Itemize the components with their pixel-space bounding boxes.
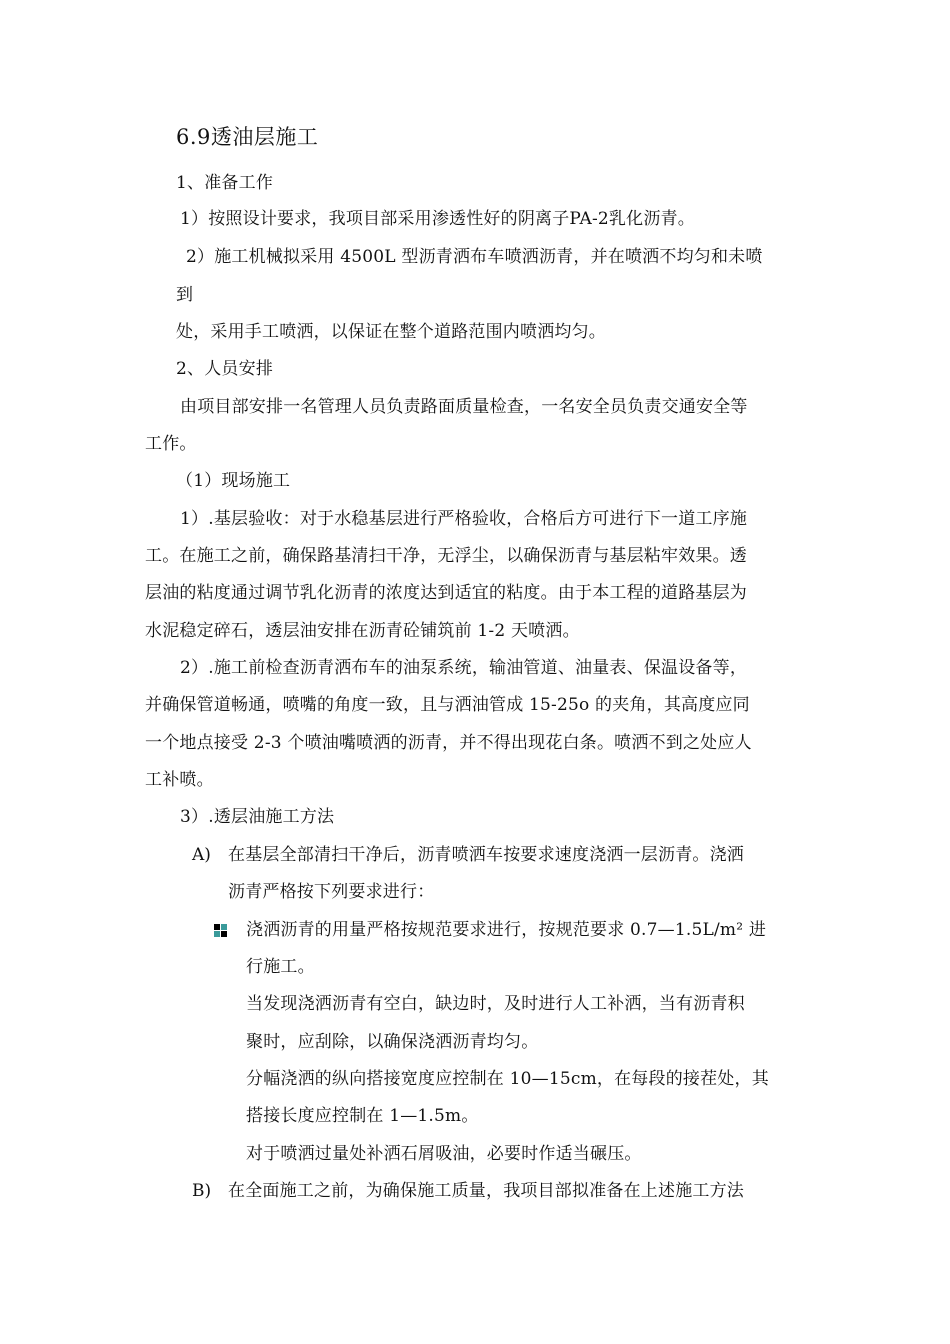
item-a-line-2: 沥青严格按下列要求进行： (228, 882, 435, 902)
prep-item-2-line-1: 2）施工机械拟采用 4500L 型沥青洒布车喷洒沥青，并在喷洒不均匀和未喷 (186, 247, 763, 267)
staff-paragraph-line-2: 工作。 (145, 434, 197, 454)
item-b-marker: B) (192, 1181, 212, 1201)
site-item-2-line-1: 2）.施工前检查沥青洒布车的油泵系统，输油管道、油量表、保温设备等， (180, 658, 748, 678)
section-title: 6.9透油层施工 (176, 125, 319, 149)
site-item-2-line-3: 一个地点接受 2-3 个喷油嘴喷洒的沥青，并不得出现花白条。喷洒不到之处应人 (145, 733, 752, 753)
site-heading: （1）现场施工 (176, 471, 291, 491)
sub-item-4-line-1: 对于喷洒过量处补洒石屑吸油，必要时作适当碾压。 (246, 1144, 642, 1164)
site-item-1-line-2: 工。在施工之前，确保路基清扫干净，无浮尘，以确保沥青与基层粘牢效果。透 (145, 546, 747, 566)
item-b-line-1: 在全面施工之前，为确保施工质量，我项目部拟准备在上述施工方法 (228, 1181, 744, 1201)
staff-paragraph-line-1: 由项目部安排一名管理人员负责路面质量检查，一名安全员负责交通安全等 (180, 397, 748, 417)
staff-heading: 2、人员安排 (176, 359, 274, 379)
site-item-1-line-3: 层油的粘度通过调节乳化沥青的浓度达到适宜的粘度。由于本工程的道路基层为 (145, 583, 747, 603)
bullet-item-line-2: 行施工。 (246, 957, 315, 977)
checkered-square-bullet-icon (214, 924, 227, 937)
sub-item-2-line-1: 当发现浇洒沥青有空白，缺边时，及时进行人工补洒，当有沥青积 (246, 994, 745, 1014)
prep-item-1: 1）按照设计要求，我项目部采用渗透性好的阴离子PA-2乳化沥青。 (180, 209, 695, 229)
site-item-1-line-1: 1）.基层验收：对于水稳基层进行严格验收，合格后方可进行下一道工序施 (180, 509, 748, 529)
prep-item-2-line-2: 到 (176, 285, 194, 305)
prep-item-2-line-3: 处，采用手工喷洒，以保证在整个道路范围内喷洒均匀。 (176, 322, 606, 342)
site-item-1-line-4: 水泥稳定碎石，透层油安排在沥青砼铺筑前 1-2 天喷洒。 (145, 621, 580, 641)
sub-item-3-line-2: 搭接长度应控制在 1—1.5m。 (246, 1106, 479, 1126)
bullet-item-line-1: 浇洒沥青的用量严格按规范要求进行，按规范要求 0.7—1.5L/m² 进 (246, 920, 767, 940)
site-item-2-line-4: 工补喷。 (145, 770, 214, 790)
item-a-marker: A) (192, 845, 211, 865)
prep-heading: 1、准备工作 (176, 173, 274, 193)
item-a-line-1: 在基层全部清扫干净后，沥青喷洒车按要求速度浇洒一层沥青。浇洒 (228, 845, 744, 865)
site-item-3-heading: 3）.透层油施工方法 (180, 807, 335, 827)
site-item-2-line-2: 并确保管道畅通，喷嘴的角度一致，且与洒油管成 15-25o 的夹角，其高度应同 (145, 695, 750, 715)
sub-item-3-line-1: 分幅浇洒的纵向搭接宽度应控制在 10—15cm，在每段的接茬处，其 (246, 1069, 769, 1089)
sub-item-2-line-2: 聚时，应刮除，以确保浇洒沥青均匀。 (246, 1032, 539, 1052)
